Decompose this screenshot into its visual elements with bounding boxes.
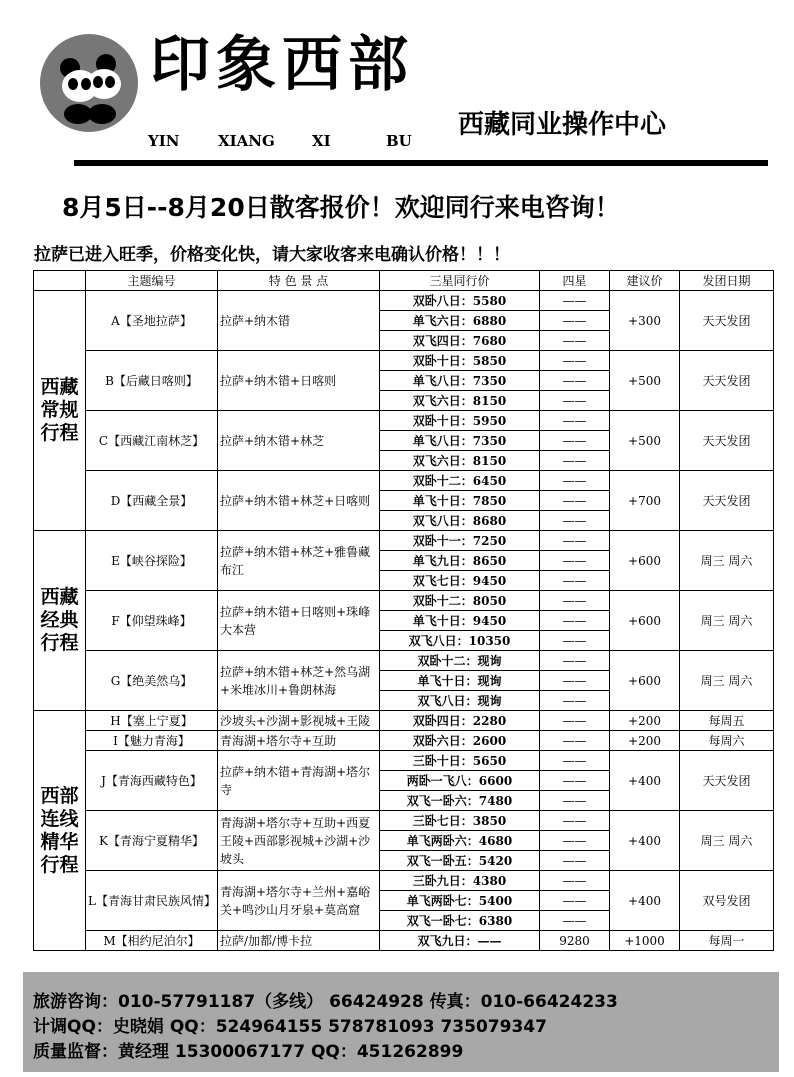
four-star-cell: —— xyxy=(540,571,610,591)
route-code: D【西藏全景】 xyxy=(86,471,218,531)
price-cell: 双飞六日：8150 xyxy=(380,451,540,471)
route-code: E【峡谷探险】 xyxy=(86,531,218,591)
price-cell: 双卧十二：8050 xyxy=(380,591,540,611)
suggest-price: +500 xyxy=(610,411,680,471)
four-star-cell: —— xyxy=(540,671,610,691)
route-code: A【圣地拉萨】 xyxy=(86,291,218,351)
header-cell: 发团日期 xyxy=(680,271,774,291)
price-cell: 双飞九日：—— xyxy=(380,931,540,951)
four-star-cell: —— xyxy=(540,471,610,491)
four-star-cell: —— xyxy=(540,911,610,931)
header-cell: 三星同行价 xyxy=(380,271,540,291)
route-spots: 青海湖+塔尔寺+互助+西夏王陵+西部影视城+沙湖+沙坡头 xyxy=(218,811,380,871)
departure-dates: 周三 周六 xyxy=(680,531,774,591)
table-row xyxy=(34,711,774,731)
four-star-cell: —— xyxy=(540,511,610,531)
departure-dates: 天天发团 xyxy=(680,351,774,411)
price-cell: 双卧八日：5580 xyxy=(380,291,540,311)
qq-line: 计调QQ：史晓娟 QQ：524964155 578781093 735079347 xyxy=(33,1017,547,1037)
departure-dates: 每周五 xyxy=(680,711,774,731)
departure-dates: 天天发团 xyxy=(680,411,774,471)
four-star-cell: —— xyxy=(540,811,610,831)
route-spots: 拉萨+纳木错+林芝+日喀则 xyxy=(218,471,380,531)
departure-dates: 天天发团 xyxy=(680,751,774,811)
four-star-cell: —— xyxy=(540,411,610,431)
four-star-cell: —— xyxy=(540,871,610,891)
category-cell: 西藏常规行程 xyxy=(34,291,86,531)
suggest-price: +400 xyxy=(610,811,680,871)
price-cell: 单飞八日：7350 xyxy=(380,431,540,451)
four-star-cell: —— xyxy=(540,391,610,411)
suggest-price: +700 xyxy=(610,471,680,531)
table-row xyxy=(34,531,774,551)
route-spots: 沙坡头+沙湖+影视城+王陵 xyxy=(218,711,380,731)
price-cell: 单飞十日：7850 xyxy=(380,491,540,511)
suggest-price: +500 xyxy=(610,351,680,411)
pinyin-bu: BU xyxy=(386,132,412,150)
route-code: J【青海西藏特色】 xyxy=(86,751,218,811)
departure-dates: 天天发团 xyxy=(680,291,774,351)
price-cell: 单飞九日：8650 xyxy=(380,551,540,571)
four-star-cell: —— xyxy=(540,371,610,391)
pinyin-xi: XI xyxy=(312,132,331,150)
pinyin-yin: YIN xyxy=(148,132,180,150)
suggest-price: +300 xyxy=(610,291,680,351)
table-row xyxy=(34,871,774,891)
four-star-cell: —— xyxy=(540,331,610,351)
header-divider xyxy=(74,160,768,166)
price-cell: 三卧九日：4380 xyxy=(380,871,540,891)
price-cell: 单飞两卧七：5400 xyxy=(380,891,540,911)
price-cell: 双飞八日：8680 xyxy=(380,511,540,531)
table-row xyxy=(34,411,774,431)
price-cell: 双飞一卧五：5420 xyxy=(380,851,540,871)
route-code: L【青海甘肃民族风情】 xyxy=(86,871,218,931)
four-star-cell: —— xyxy=(540,451,610,471)
route-code: C【西藏江南林芝】 xyxy=(86,411,218,471)
table-row xyxy=(34,351,774,371)
price-cell: 双卧十二：现询 xyxy=(380,651,540,671)
four-star-cell: —— xyxy=(540,291,610,311)
price-cell: 双卧六日：2600 xyxy=(380,731,540,751)
table-row xyxy=(34,931,774,951)
departure-dates: 周三 周六 xyxy=(680,651,774,711)
four-star-cell: —— xyxy=(540,311,610,331)
pinyin-xiang: XIANG xyxy=(218,132,275,150)
four-star-cell: —— xyxy=(540,831,610,851)
price-cell: 三卧七日：3850 xyxy=(380,811,540,831)
table-row xyxy=(34,471,774,491)
four-star-cell: —— xyxy=(540,791,610,811)
category-cell: 西藏经典行程 xyxy=(34,531,86,711)
four-star-cell: —— xyxy=(540,611,610,631)
price-cell: 双飞七日：9450 xyxy=(380,571,540,591)
four-star-cell: —— xyxy=(540,431,610,451)
headline: 8月5日--8月20日散客报价！欢迎同行来电咨询！ xyxy=(62,193,620,222)
suggest-price: +400 xyxy=(610,751,680,811)
suggest-price: +200 xyxy=(610,731,680,751)
price-cell: 单飞十日：现询 xyxy=(380,671,540,691)
departure-dates: 周三 周六 xyxy=(680,591,774,651)
price-cell: 三卧十日：5650 xyxy=(380,751,540,771)
route-code: B【后藏日喀则】 xyxy=(86,351,218,411)
route-spots: 拉萨/加都/博卡拉 xyxy=(218,931,380,951)
table-row xyxy=(34,291,774,311)
price-cell: 单飞六日：6880 xyxy=(380,311,540,331)
table-header-row xyxy=(34,271,774,291)
four-star-cell: —— xyxy=(540,531,610,551)
price-cell: 双飞四日：7680 xyxy=(380,331,540,351)
departure-dates: 周三 周六 xyxy=(680,811,774,871)
route-spots: 拉萨+纳木错+日喀则 xyxy=(218,351,380,411)
price-cell: 双飞一卧六：7480 xyxy=(380,791,540,811)
price-cell: 双飞六日：8150 xyxy=(380,391,540,411)
header-cell: 特 色 景 点 xyxy=(218,271,380,291)
route-code: F【仰望珠峰】 xyxy=(86,591,218,651)
suggest-price: +400 xyxy=(610,871,680,931)
four-star-cell: —— xyxy=(540,771,610,791)
price-cell: 双卧十二：6450 xyxy=(380,471,540,491)
four-star-cell: —— xyxy=(540,851,610,871)
four-star-cell: —— xyxy=(540,551,610,571)
route-code: K【青海宁夏精华】 xyxy=(86,811,218,871)
price-cell: 双飞八日：10350 xyxy=(380,631,540,651)
footer-contact xyxy=(23,972,779,1072)
four-star-cell: —— xyxy=(540,711,610,731)
departure-dates: 每周六 xyxy=(680,731,774,751)
price-cell: 双卧十日：5950 xyxy=(380,411,540,431)
header-cell: 建议价 xyxy=(610,271,680,291)
route-spots: 拉萨+纳木错+林芝+然乌湖+米堆冰川+鲁朗林海 xyxy=(218,651,380,711)
route-code: H【塞上宁夏】 xyxy=(86,711,218,731)
four-star-cell: —— xyxy=(540,731,610,751)
notice: 拉萨已进入旺季，价格变化快，请大家收客来电确认价格！！！ xyxy=(34,245,510,265)
four-star-cell: —— xyxy=(540,891,610,911)
panda-logo xyxy=(40,34,138,132)
price-cell: 双卧十日：5850 xyxy=(380,351,540,371)
table-row xyxy=(34,751,774,771)
departure-dates: 双号发团 xyxy=(680,871,774,931)
price-cell: 双卧四日：2280 xyxy=(380,711,540,731)
four-star-cell: —— xyxy=(540,491,610,511)
table-row xyxy=(34,651,774,671)
suggest-price: +200 xyxy=(610,711,680,731)
price-cell: 两卧一飞八：6600 xyxy=(380,771,540,791)
route-code: M【相约尼泊尔】 xyxy=(86,931,218,951)
price-table xyxy=(33,270,774,951)
category-cell: 西部连线精华行程 xyxy=(34,711,86,951)
suggest-price: +1000 xyxy=(610,931,680,951)
four-star-cell: —— xyxy=(540,591,610,611)
price-cell: 单飞十日：9450 xyxy=(380,611,540,631)
four-star-cell: —— xyxy=(540,351,610,371)
table-row xyxy=(34,591,774,611)
price-cell: 单飞八日：7350 xyxy=(380,371,540,391)
four-star-cell: —— xyxy=(540,631,610,651)
route-code: I【魅力青海】 xyxy=(86,731,218,751)
four-star-cell: —— xyxy=(540,651,610,671)
four-star-cell: 9280 xyxy=(540,931,610,951)
route-spots: 拉萨+纳木错+青海湖+塔尔寺 xyxy=(218,751,380,811)
route-spots: 青海湖+塔尔寺+兰州+嘉峪关+鸣沙山月牙泉+莫高窟 xyxy=(218,871,380,931)
header-cell: 主题编号 xyxy=(86,271,218,291)
table-row xyxy=(34,731,774,751)
price-cell: 双卧十一：7250 xyxy=(380,531,540,551)
four-star-cell: —— xyxy=(540,751,610,771)
header-cell: 四星 xyxy=(540,271,610,291)
table-row xyxy=(34,811,774,831)
route-spots: 拉萨+纳木错+日喀则+珠峰大本营 xyxy=(218,591,380,651)
route-spots: 拉萨+纳木错+林芝 xyxy=(218,411,380,471)
price-cell: 双飞一卧七：6380 xyxy=(380,911,540,931)
route-spots: 拉萨+纳木错+林芝+雅鲁藏布江 xyxy=(218,531,380,591)
route-code: G【绝美然乌】 xyxy=(86,651,218,711)
suggest-price: +600 xyxy=(610,531,680,591)
price-cell: 单飞两卧六：4680 xyxy=(380,831,540,851)
four-star-cell: —— xyxy=(540,691,610,711)
price-cell: 双飞八日：现询 xyxy=(380,691,540,711)
departure-dates: 每周一 xyxy=(680,931,774,951)
subtitle: 西藏同业操作中心 xyxy=(458,110,667,140)
route-spots: 青海湖+塔尔寺+互助 xyxy=(218,731,380,751)
suggest-price: +600 xyxy=(610,591,680,651)
suggest-price: +600 xyxy=(610,651,680,711)
departure-dates: 天天发团 xyxy=(680,471,774,531)
header-blank xyxy=(34,271,86,291)
route-spots: 拉萨+纳木错 xyxy=(218,291,380,351)
supervision-line: 质量监督：黄经理 15300067177 QQ：451262899 xyxy=(33,1042,464,1062)
brand-title: 印象西部 xyxy=(150,30,414,100)
contact-line: 旅游咨询：010-57791187（多线） 66424928 传真：010-66424233 xyxy=(33,992,618,1012)
